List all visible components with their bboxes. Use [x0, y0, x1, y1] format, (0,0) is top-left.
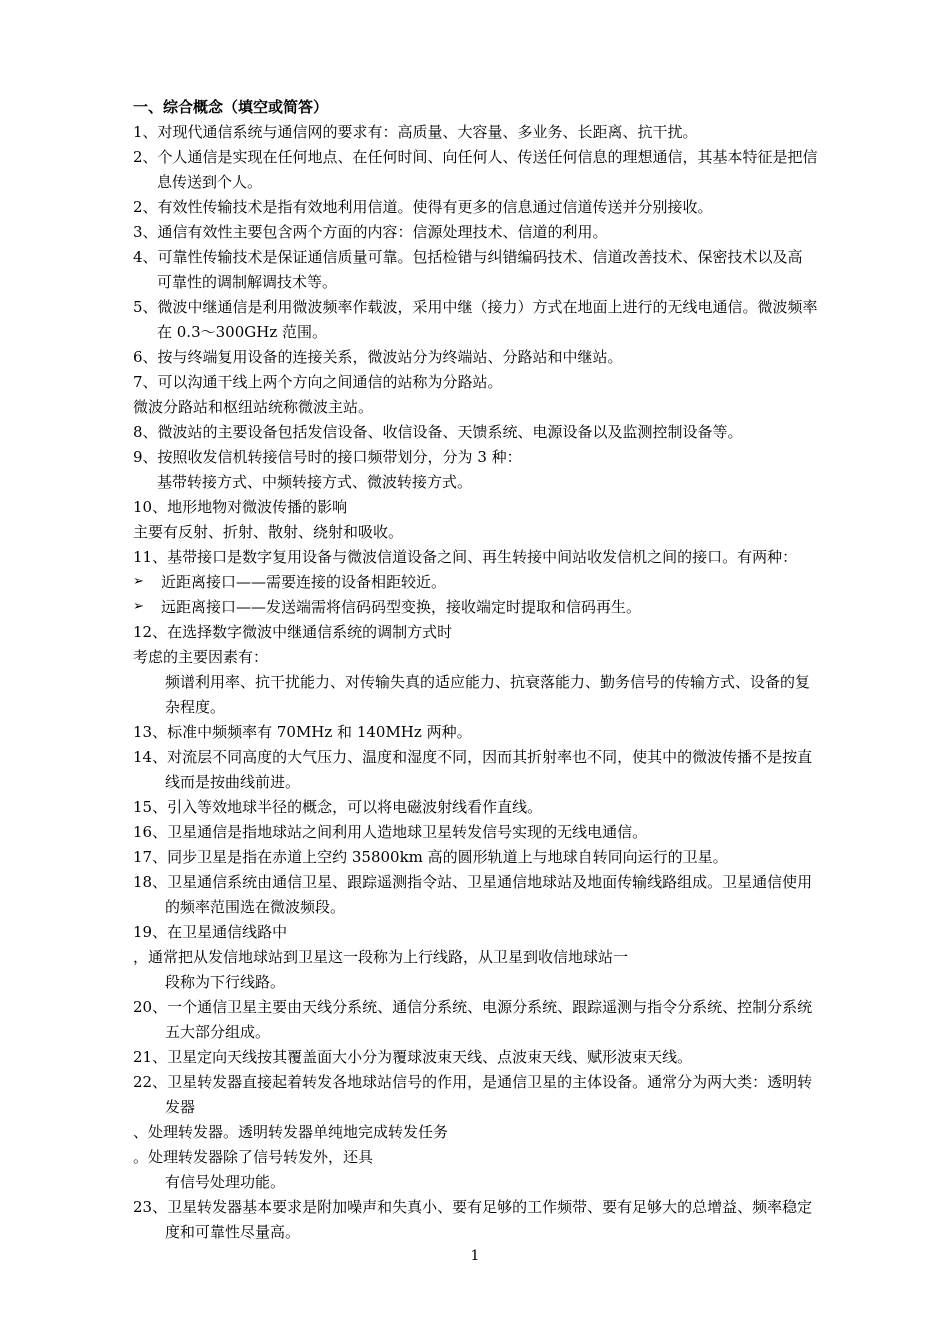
- page-number: 1: [470, 1248, 480, 1264]
- continuation-line: 度和可靠性尽量高。: [165, 1223, 301, 1241]
- continuation-line: 五大部分组成。: [165, 1023, 271, 1041]
- text-line: 。处理转发器除了信号转发外，还具: [133, 1148, 374, 1166]
- text-line: 11、基带接口是数字复用设备与微波信道设备之间、再生转接中间站收发信机之间的接口。有两种：: [133, 548, 798, 566]
- text-line: 、处理转发器。透明转发器单纯地完成转发任务: [133, 1123, 449, 1141]
- text-line: 23、卫星转发器基本要求是附加噪声和失真小、要有足够的工作频带、要有足够大的总增益、频率稳定: [133, 1198, 813, 1216]
- text-line: 12、在选择数字微波中继通信系统的调制方式时: [133, 623, 453, 641]
- continuation-line: 可靠性的调制解调技术等。: [157, 273, 338, 291]
- continuation-line: 的频率范围选在微波频段。: [165, 898, 346, 916]
- text-line: ，通常把从发信地球站到卫星这一段称为上行线路，从卫星到收信地球站一: [133, 948, 629, 966]
- continuation-line: 发器: [165, 1098, 196, 1116]
- continuation-line: 段称为下行线路。: [165, 973, 286, 991]
- continuation-line: 线而是按曲线前进。: [165, 773, 301, 791]
- text-line: 14、对流层不同高度的大气压力、温度和湿度不同，因而其折射率也不同，使其中的微波传播不是按直: [133, 748, 813, 766]
- text-line: 19、在卫星通信线路中: [133, 923, 288, 941]
- bullet-marker: ➢: [133, 599, 144, 614]
- text-line: 13、标准中频频率有 70MHz 和 140MHz 两种。: [133, 723, 472, 741]
- text-line: 2、有效性传输技术是指有效地利用信道。使得有更多的信息通过信道传送并分别接收。: [133, 198, 713, 216]
- text-line: 21、卫星定向天线按其覆盖面大小分为覆球波束天线、点波束天线、赋形波束天线。: [133, 1048, 693, 1066]
- continuation-line: 息传送到个人。: [157, 173, 263, 191]
- continuation-line: 杂程度。: [165, 698, 226, 716]
- continuation-line: 基带转接方式、中频转接方式、微波转接方式。: [157, 473, 473, 491]
- bullet-marker: ➢: [133, 574, 144, 589]
- text-line: 5、微波中继通信是利用微波频率作载波，采用中继（接力）方式在地面上进行的无线电通信。微波频率: [133, 298, 818, 316]
- text-line: 主要有反射、折射、散射、绕射和吸收。: [133, 523, 404, 541]
- text-line: 微波分路站和枢纽站统称微波主站。: [133, 398, 374, 416]
- text-line: 17、同步卫星是指在赤道上空约 35800km 高的圆形轨道上与地球自转同向运行的卫星。: [133, 848, 728, 866]
- continuation-line: 有信号处理功能。: [165, 1173, 286, 1191]
- text-line: 3、通信有效性主要包含两个方面的内容：信源处理技术、信道的利用。: [133, 223, 608, 241]
- text-line: 7、可以沟通干线上两个方向之间通信的站称为分路站。: [133, 373, 503, 391]
- bullet-item-text: 近距离接口——需要连接的设备相距较近。: [161, 573, 447, 591]
- section-title: 一、综合概念（填空或简答）: [133, 98, 329, 116]
- text-line: 22、卫星转发器直接起着转发各地球站信号的作用，是通信卫星的主体设备。通常分为两大类：透明转: [133, 1073, 813, 1091]
- bullet-item-text: 远距离接口——发送端需将信码码型变换，接收端定时提取和信码再生。: [161, 598, 642, 616]
- text-line: 考虑的主要因素有：: [133, 648, 269, 666]
- continuation-line: 在 0.3～300GHz 范围。: [157, 323, 327, 341]
- text-line: 18、卫星通信系统由通信卫星、跟踪遥测指令站、卫星通信地球站及地面传输线路组成。卫星通信使用: [133, 873, 813, 891]
- continuation-line: 频谱利用率、抗干扰能力、对传输失真的适应能力、抗衰落能力、勤务信号的传输方式、设备的复: [165, 673, 811, 691]
- text-line: 4、可靠性传输技术是保证通信质量可靠。包括检错与纠错编码技术、信道改善技术、保密技术以及高: [133, 248, 803, 266]
- text-line: 1、对现代通信系统与通信网的要求有：高质量、大容量、多业务、长距离、抗干扰。: [133, 123, 698, 141]
- text-line: 10、地形地物对微波传播的影响: [133, 498, 348, 516]
- text-line: 6、按与终端复用设备的连接关系，微波站分为终端站、分路站和中继站。: [133, 348, 623, 366]
- text-line: 9、按照收发信机转接信号时的接口频带划分，分为 3 种：: [133, 448, 522, 466]
- text-line: 16、卫星通信是指地球站之间利用人造地球卫星转发信号实现的无线电通信。: [133, 823, 648, 841]
- text-line: 20、一个通信卫星主要由天线分系统、通信分系统、电源分系统、跟踪遥测与指令分系统、控制分系统: [133, 998, 813, 1016]
- text-line: 8、微波站的主要设备包括发信设备、收信设备、天馈系统、电源设备以及监测控制设备等。: [133, 423, 743, 441]
- text-line: 2、个人通信是实现在任何地点、在任何时间、向任何人、传送任何信息的理想通信，其基本特征是把信: [133, 148, 818, 166]
- text-line: 15、引入等效地球半径的概念，可以将电磁波射线看作直线。: [133, 798, 543, 816]
